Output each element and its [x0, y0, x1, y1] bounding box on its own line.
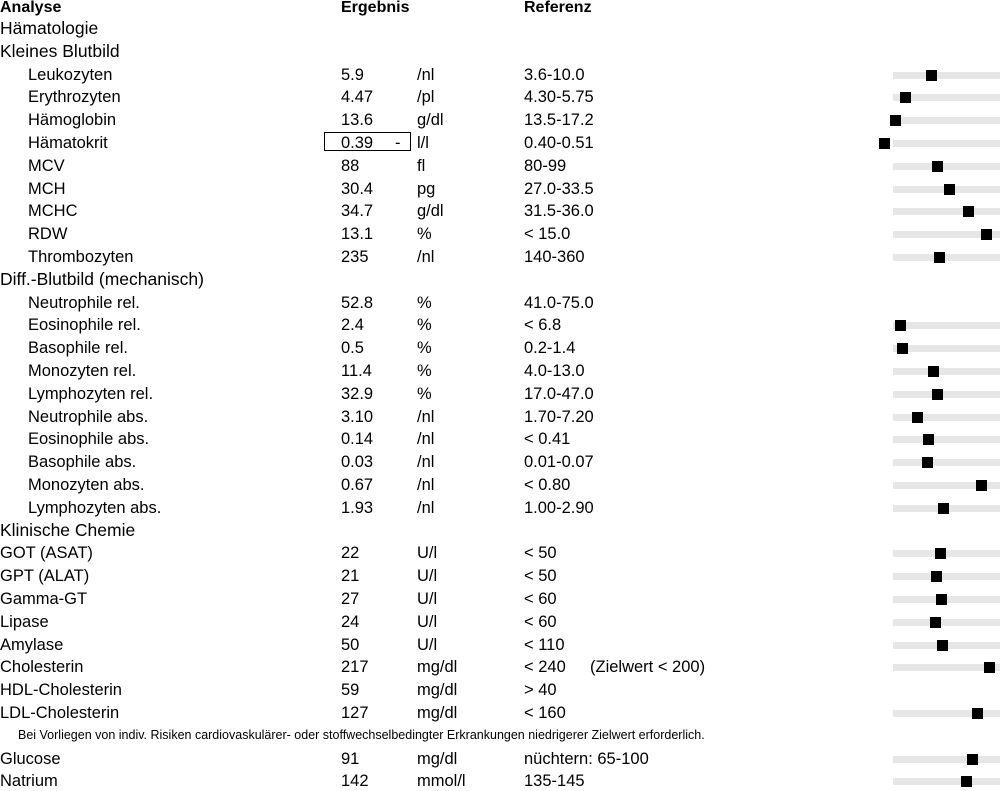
result-value: 217 — [341, 658, 369, 677]
range-marker — [930, 617, 941, 628]
analysis-name: RDW — [28, 225, 68, 244]
result-value: 13.6 — [341, 111, 374, 130]
analysis-name: Neutrophile rel. — [28, 293, 140, 312]
reference-range: 1.70-7.20 — [524, 407, 594, 426]
section-heading: Hämatologie — [0, 18, 99, 38]
range-bar — [893, 345, 1000, 352]
range-bar — [893, 756, 1000, 763]
range-marker — [926, 70, 937, 81]
result-value: 27 — [341, 590, 360, 608]
range-marker — [912, 412, 923, 423]
range-bar — [893, 391, 1000, 398]
result-unit: % — [417, 362, 432, 380]
reference-target-note: (Zielwert < 200) — [590, 658, 706, 677]
out-of-range-flag: - — [395, 134, 401, 152]
range-bar — [893, 140, 1000, 147]
range-marker — [922, 457, 933, 468]
result-unit: mg/dl — [417, 704, 458, 722]
result-value: 235 — [341, 248, 369, 266]
reference-range: < 50 — [524, 544, 557, 563]
analysis-name: Lymphozyten abs. — [28, 498, 162, 517]
result-value: 22 — [341, 544, 360, 563]
analysis-name: Erythrozyten — [28, 88, 121, 107]
result-unit: /nl — [417, 498, 435, 517]
result-value: 142 — [341, 772, 369, 791]
result-unit: pg — [417, 179, 436, 198]
reference-range: < 240 — [524, 658, 566, 677]
range-bar — [893, 710, 1000, 717]
result-value: 127 — [341, 704, 369, 722]
result-unit: U/l — [417, 590, 438, 608]
result-unit: /nl — [417, 430, 435, 449]
reference-range: 27.0-33.5 — [524, 179, 594, 198]
result-value: 52.8 — [341, 293, 374, 312]
range-marker — [967, 754, 978, 765]
analysis-name: Glucose — [0, 749, 61, 768]
analysis-name: Thrombozyten — [28, 248, 134, 266]
analysis-name: Natrium — [0, 772, 58, 791]
analysis-name: Basophile rel. — [28, 339, 128, 358]
result-unit: U/l — [417, 567, 438, 586]
section-heading: Klinische Chemie — [0, 519, 136, 540]
reference-range: < 60 — [524, 590, 557, 608]
result-unit: fl — [417, 156, 426, 175]
result-unit: U/l — [417, 635, 438, 654]
section-heading: Kleines Blutbild — [0, 40, 120, 61]
range-marker — [963, 206, 974, 217]
analysis-name: Lymphozyten rel. — [28, 384, 154, 403]
range-marker — [938, 503, 949, 514]
range-bar — [893, 72, 1000, 79]
reference-range: < 50 — [524, 567, 557, 586]
result-unit: % — [417, 293, 432, 312]
header-analysis: Analyse — [0, 0, 62, 16]
range-marker — [897, 343, 908, 354]
result-unit: /nl — [417, 248, 435, 266]
analysis-name: Monozyten abs. — [28, 476, 145, 494]
range-marker — [984, 662, 995, 673]
result-unit: mg/dl — [417, 681, 458, 700]
range-marker — [923, 434, 934, 445]
reference-range: 0.01-0.07 — [524, 453, 594, 472]
reference-range: 3.6-10.0 — [524, 65, 585, 84]
range-marker — [936, 594, 947, 605]
range-bar — [893, 163, 1000, 170]
reference-range: < 110 — [524, 635, 565, 654]
analysis-name: Monozyten rel. — [28, 362, 137, 380]
range-bar — [893, 573, 1000, 580]
result-unit: % — [417, 225, 432, 244]
range-bar — [893, 459, 1000, 466]
result-value: 5.9 — [341, 65, 364, 84]
reference-range: 4.30-5.75 — [524, 88, 594, 107]
result-value: 0.5 — [341, 339, 364, 358]
analysis-name: Eosinophile abs. — [28, 430, 150, 449]
analysis-name: Cholesterin — [0, 658, 84, 677]
result-value: 91 — [341, 749, 360, 768]
reference-range: < 15.0 — [524, 225, 571, 244]
range-bar — [893, 414, 1000, 421]
analysis-name: Leukozyten — [28, 65, 113, 84]
section-heading: Diff.-Blutbild (mechanisch) — [0, 268, 204, 289]
result-unit: g/dl — [417, 111, 444, 130]
header-reference: Referenz — [524, 0, 592, 16]
result-value: 13.1 — [341, 225, 374, 244]
range-marker — [935, 548, 946, 559]
range-marker — [928, 366, 939, 377]
result-unit: l/l — [417, 134, 429, 152]
range-bar — [893, 619, 1000, 626]
range-marker — [931, 571, 942, 582]
analysis-name: GPT (ALAT) — [0, 567, 90, 586]
analysis-name: Gamma-GT — [0, 590, 88, 608]
analysis-name: Hämoglobin — [28, 111, 117, 130]
analysis-name: Eosinophile rel. — [28, 316, 141, 335]
result-value: 34.7 — [341, 202, 374, 221]
reference-range: 17.0-47.0 — [524, 384, 594, 403]
result-unit: g/dl — [417, 202, 444, 221]
result-unit: /nl — [417, 453, 435, 472]
analysis-name: MCHC — [28, 202, 78, 221]
analysis-name: Hämatokrit — [28, 134, 108, 152]
result-unit: mg/dl — [417, 658, 458, 677]
result-unit: % — [417, 316, 432, 335]
result-value: 32.9 — [341, 384, 374, 403]
range-bar — [893, 778, 1000, 785]
range-bar — [893, 254, 1000, 261]
range-marker — [900, 92, 911, 103]
result-unit: mg/dl — [417, 749, 458, 768]
reference-range: < 0.80 — [524, 476, 571, 494]
analysis-name: MCV — [28, 156, 65, 175]
result-value: 50 — [341, 635, 360, 654]
reference-range: 0.2-1.4 — [524, 339, 576, 358]
result-unit: /nl — [417, 476, 435, 494]
analysis-name: LDL-Cholesterin — [0, 704, 120, 722]
range-marker — [961, 776, 972, 787]
range-marker — [934, 252, 945, 263]
range-bar — [893, 550, 1000, 557]
reference-range: 140-360 — [524, 248, 585, 266]
range-marker — [932, 389, 943, 400]
reference-range: < 60 — [524, 612, 557, 631]
range-bar — [893, 436, 1000, 443]
range-marker — [937, 640, 948, 651]
reference-range: 13.5-17.2 — [524, 111, 594, 130]
result-unit: mmol/l — [417, 772, 466, 791]
range-bar — [893, 208, 1000, 215]
reference-range: < 160 — [524, 704, 566, 722]
result-value: 30.4 — [341, 179, 374, 198]
reference-range: 31.5-36.0 — [524, 202, 594, 221]
range-bar — [893, 117, 1000, 124]
reference-range: 135-145 — [524, 772, 585, 791]
result-value: 0.14 — [341, 430, 374, 449]
result-unit: % — [417, 384, 432, 403]
range-marker — [890, 115, 901, 126]
range-marker — [932, 161, 943, 172]
footnote: Bei Vorliegen von indiv. Risiken cardiovaskulärer- oder stoffwechselbedingter Erkrankungen niedrigerer Zielwert erforderlich. — [18, 727, 705, 742]
analysis-name: HDL-Cholesterin — [0, 681, 122, 700]
reference-range: nüchtern: 65-100 — [524, 749, 649, 768]
reference-range: < 0.41 — [524, 430, 571, 449]
result-value: 1.93 — [341, 498, 374, 517]
result-value: 2.4 — [341, 316, 364, 335]
reference-range: 4.0-13.0 — [524, 362, 585, 380]
range-bar — [893, 322, 1000, 329]
result-value: 0.67 — [341, 476, 374, 494]
analysis-name: MCH — [28, 179, 66, 198]
range-marker — [976, 480, 987, 491]
reference-range: < 6.8 — [524, 316, 562, 335]
result-value: 3.10 — [341, 407, 374, 426]
result-unit: /pl — [417, 88, 435, 107]
result-value: 0.03 — [341, 453, 374, 472]
reference-range: 0.40-0.51 — [524, 134, 594, 152]
result-value: 11.4 — [341, 362, 372, 380]
header-result: Ergebnis — [341, 0, 410, 16]
range-marker — [944, 184, 955, 195]
range-bar — [893, 368, 1000, 375]
result-value: 59 — [341, 681, 360, 700]
analysis-name: Basophile abs. — [28, 453, 137, 472]
result-value: 4.47 — [341, 88, 374, 107]
range-marker — [879, 138, 890, 149]
range-marker — [972, 708, 983, 719]
result-unit: /nl — [417, 407, 435, 426]
result-value: 24 — [341, 612, 360, 631]
result-value: 21 — [341, 567, 360, 586]
result-value: 88 — [341, 156, 360, 175]
reference-range: > 40 — [524, 681, 557, 700]
result-unit: U/l — [417, 612, 438, 631]
analysis-name: Neutrophile abs. — [28, 407, 149, 426]
reference-range: 41.0-75.0 — [524, 293, 594, 312]
reference-range: 80-99 — [524, 156, 567, 175]
result-unit: U/l — [417, 544, 438, 563]
range-marker — [895, 320, 906, 331]
analysis-name: GOT (ASAT) — [0, 544, 93, 563]
result-value: 0.39 — [341, 134, 374, 152]
range-marker — [981, 229, 992, 240]
result-unit: /nl — [417, 65, 435, 84]
result-unit: % — [417, 339, 432, 358]
reference-range: 1.00-2.90 — [524, 498, 594, 517]
analysis-name: Amylase — [0, 635, 64, 654]
analysis-name: Lipase — [0, 612, 49, 631]
